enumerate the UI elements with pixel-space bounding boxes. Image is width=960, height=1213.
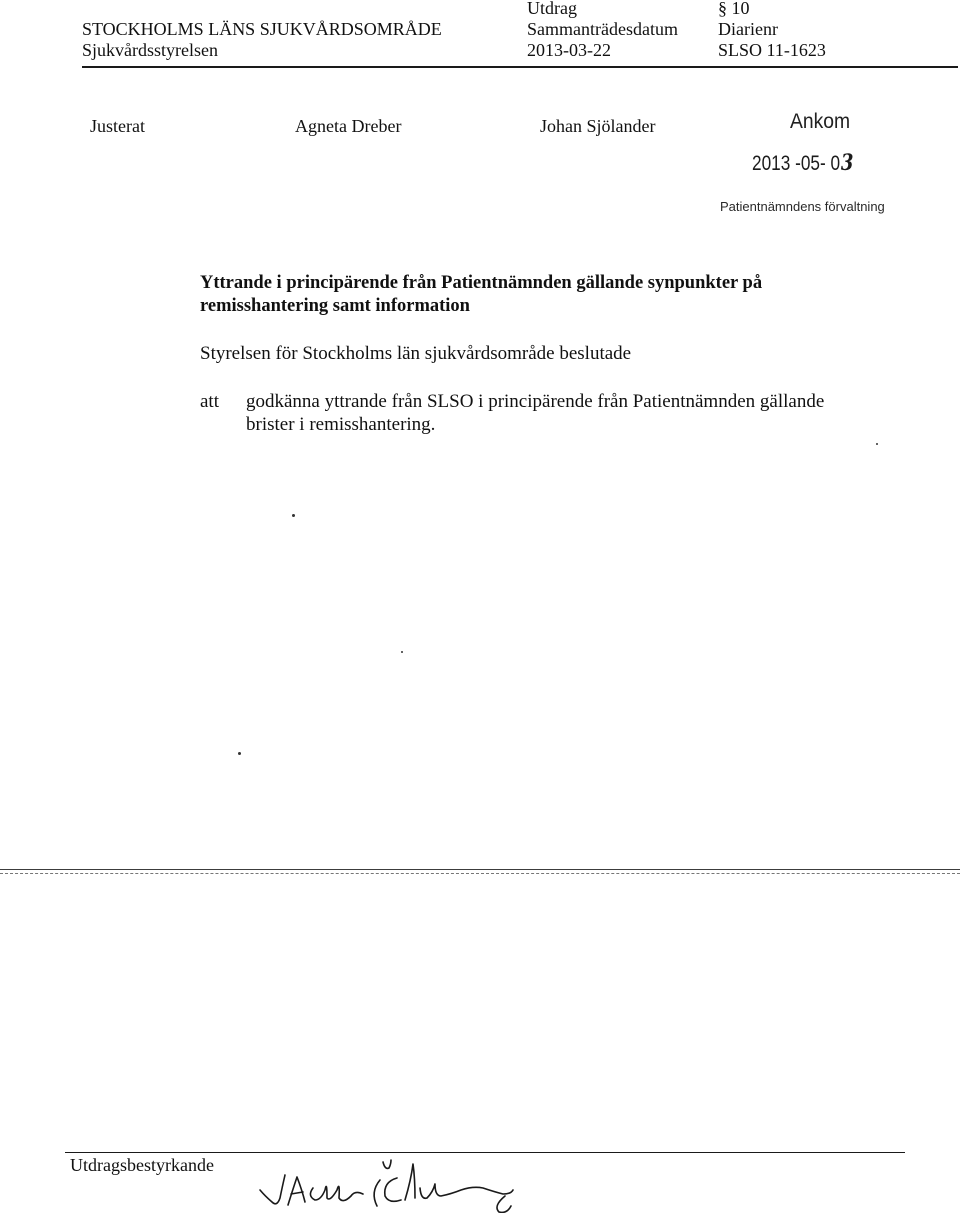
stamp-date-printed: 2013 -05- 0 (752, 152, 841, 175)
reference-number: SLSO 11-1623 (718, 40, 826, 60)
scan-speck (238, 752, 241, 755)
header-rule (82, 66, 958, 68)
matter-title-line: remisshantering samt information (200, 296, 470, 316)
stamp-date (752, 150, 853, 177)
certifier-label: Utdragsbestyrkande (70, 1155, 214, 1175)
adjusted-label: Justerat (90, 116, 145, 136)
org-name: STOCKHOLMS LÄNS SJUKVÅRDSOMRÅDE (82, 19, 442, 39)
matter-title-line: Yttrande i principärende från Patientnämnden gällande synpunkter på (200, 273, 763, 293)
reference-label: Diarienr (718, 19, 778, 39)
received-stamp (720, 108, 920, 223)
stamp-date-handwritten: 3 (840, 150, 854, 176)
decision-text (246, 390, 824, 436)
decision-line: godkänna yttrande från SLSO i principärende från Patientnämnden gällande (246, 391, 825, 412)
scan-speck (401, 651, 403, 653)
section-separator-shadow (0, 873, 960, 874)
decision-line: brister i remisshantering. (246, 414, 436, 435)
section-number: § 10 (718, 0, 750, 18)
stamp-office: Patientnämndens förvaltning (720, 199, 885, 214)
att-label: att (200, 391, 219, 412)
meeting-date: 2013-03-22 (527, 40, 611, 60)
document-type: Utdrag (527, 0, 577, 18)
matter-title (200, 272, 762, 318)
meeting-date-label: Sammanträdesdatum (527, 19, 678, 39)
board-name: Sjukvårdsstyrelsen (82, 40, 218, 60)
stamp-title: Ankom (790, 110, 851, 133)
section-separator (0, 869, 960, 870)
header-organization (82, 0, 442, 61)
adjuster-name: Johan Sjölander (540, 116, 656, 136)
handwritten-signature (255, 1150, 520, 1213)
header-meeting (527, 0, 678, 61)
scan-speck (876, 443, 878, 445)
adjuster-name: Agneta Dreber (295, 116, 402, 136)
scan-speck (292, 514, 295, 517)
header-reference (718, 0, 826, 61)
decision-intro: Styrelsen för Stockholms län sjukvårdsområde beslutade (200, 343, 632, 364)
